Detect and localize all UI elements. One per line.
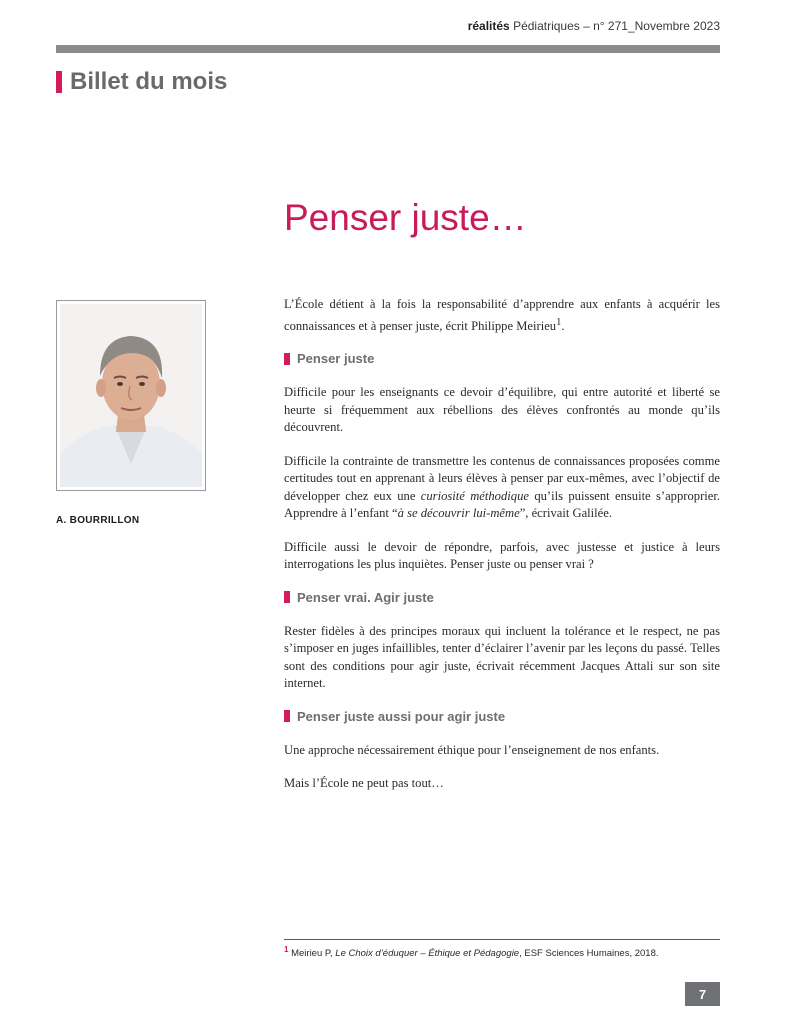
subheading-agir-juste: Penser juste aussi pour agir juste <box>284 709 720 724</box>
section-title-text: Billet du mois <box>70 68 228 95</box>
paragraph: Difficile pour les enseignants ce devoir d’équilibre, qui entre autorité et liberté se heurte si fréquemment aux rébellions des élèves confrontés au monde qu’ils découvrent. <box>284 385 720 435</box>
footnote-ref: 1 <box>556 316 562 328</box>
footnote-divider <box>284 939 720 940</box>
paragraph: Difficile aussi le devoir de répondre, parfois, avec justesse et justice à leurs interrogations les plus inquiètes. Penser juste ou penser vrai ? <box>284 539 720 572</box>
author-name: A. BOURRILLON <box>56 515 140 526</box>
paragraph: Rester fidèles à des principes moraux qui incluent la tolérance et le respect, ne pas s’imposer en juges infaillibles, tenter d’éclairer l’avenir par les leçons du passé. Telles sont des conditions pour agir juste, écrivait récemment Jacques Attali sur son site internet. <box>284 623 720 691</box>
paragraph: Une approche nécessairement éthique pour l’enseignement de nos enfants. <box>284 742 660 757</box>
intro-paragraph: L’École détient à la fois la responsabilité d’apprendre aux enfants à acquérir les connaissances et à penser juste, écrit Philippe Meirieu$^1$. <box>284 297 720 333</box>
journal-brand: réalités <box>467 19 510 33</box>
subheading-marker <box>284 591 290 603</box>
author-portrait-image <box>60 304 202 487</box>
journal-issue: Pédiatriques – n° 271_Novembre 2023 <box>513 19 720 33</box>
paragraph: Difficile la contrainte de transmettre les contenus de connaissances proposées comme certitudes tout en apprenant à leurs élèves à penser par eux-mêmes, avec l’objectif de développer chez eux une curiosité méthodique qu’ils puissent ensuite s’approprier. Apprendre à l’enfant “à se découvrir lui-même”, écrivait Galilée. <box>284 453 720 521</box>
page-number: 7 <box>685 982 720 1006</box>
author-photo <box>56 300 206 491</box>
article-body <box>284 296 720 809</box>
subheading-penser-juste: Penser juste <box>284 351 720 366</box>
journal-header <box>468 19 720 33</box>
header-bar <box>56 45 720 53</box>
subheading-marker <box>284 353 290 365</box>
footnote: $^1$ Meirieu P, Le Choix d’éduquer – Éthique et Pédagogie, ESF Sciences Humaines, 2018. <box>284 945 659 960</box>
subheading-marker <box>284 710 290 722</box>
article-title: Penser juste… <box>284 196 527 238</box>
footnote-number: 1 <box>284 945 289 954</box>
section-title <box>56 68 227 96</box>
subheading-penser-vrai: Penser vrai. Agir juste <box>284 590 720 605</box>
paragraph: Mais l’École ne peut pas tout… <box>284 776 444 791</box>
section-marker <box>56 71 62 93</box>
